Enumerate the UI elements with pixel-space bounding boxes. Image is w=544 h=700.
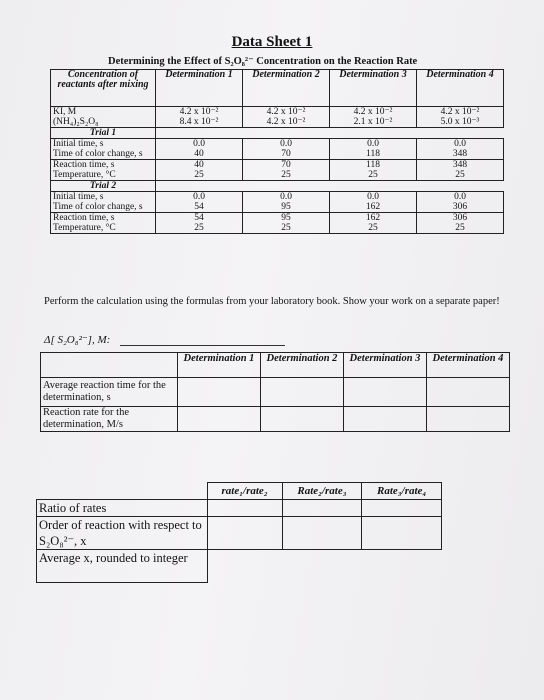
row-label: Reaction rate for the determination, M/s — [41, 407, 178, 432]
cell: 0.0 348 — [417, 139, 504, 160]
answer-cell[interactable] — [427, 407, 510, 432]
cell: 0.0 40 — [156, 139, 243, 160]
table-row — [37, 550, 442, 583]
page-title: Data Sheet 1 — [231, 34, 313, 50]
table-header-row — [41, 353, 510, 378]
row-label: Reaction time, s Temperature, °C — [51, 213, 156, 234]
column-header: Determination 3 — [344, 353, 427, 378]
table-row — [51, 160, 504, 181]
table-row — [51, 213, 504, 234]
column-header: Determination 2 — [243, 70, 330, 107]
cell: 70 25 — [243, 160, 330, 181]
cell: 0.0 118 — [330, 139, 417, 160]
cell: 0.0 70 — [243, 139, 330, 160]
delta-answer-blank[interactable] — [120, 345, 285, 346]
row-label: Average reaction time for the determination, s — [41, 378, 178, 407]
answer-cell[interactable] — [427, 378, 510, 407]
answer-cell[interactable] — [282, 517, 362, 550]
row-label: Reaction time, s Temperature, °C — [51, 160, 156, 181]
cell: 118 25 — [330, 160, 417, 181]
answer-cell[interactable] — [261, 378, 344, 407]
answer-cell[interactable] — [362, 500, 442, 517]
cell: 4.2 x 10⁻² 5.0 x 10⁻³ — [417, 107, 504, 128]
column-header: Determination 3 — [330, 70, 417, 107]
answer-cell[interactable] — [282, 500, 362, 517]
cell: 306 25 — [417, 213, 504, 234]
table-row — [37, 500, 442, 517]
corner-header: Concentration of reactants after mixing — [51, 70, 156, 107]
row-label: Initial time, s Time of color change, s — [51, 192, 156, 213]
cell: 4.2 x 10⁻² 4.2 x 10⁻² — [243, 107, 330, 128]
answer-cell[interactable] — [261, 407, 344, 432]
trial-header-row — [51, 128, 504, 139]
trial-header-row — [51, 181, 504, 192]
answer-cell[interactable] — [178, 407, 261, 432]
column-header: Rate₂/rate₃ — [282, 483, 362, 500]
table-row — [51, 107, 504, 128]
table-header-row — [37, 483, 442, 500]
trial-label: Trial 1 — [51, 128, 156, 139]
cell: 348 25 — [417, 160, 504, 181]
column-header: Determination 1 — [156, 70, 243, 107]
answer-cell[interactable] — [207, 517, 282, 550]
page-subtitle: Determining the Effect of S₂O₈²⁻ Concentration on the Reaction Rate — [108, 56, 418, 67]
table-row — [51, 139, 504, 160]
cell: 40 25 — [156, 160, 243, 181]
row-label: Ratio of rates — [37, 500, 208, 517]
cell: 54 25 — [156, 213, 243, 234]
trial-label: Trial 2 — [51, 181, 156, 192]
rate-table — [40, 352, 510, 432]
cell: 95 25 — [243, 213, 330, 234]
table-row — [41, 378, 510, 407]
cell: 162 25 — [330, 213, 417, 234]
data-table — [50, 69, 504, 234]
empty-corner — [41, 353, 178, 378]
answer-cell[interactable] — [178, 378, 261, 407]
row-label: Initial time, s Time of color change, s — [51, 139, 156, 160]
instruction-text: Perform the calculation using the formulas from your laboratory book. Show your work on a separate paper! — [44, 296, 500, 307]
answer-cell[interactable] — [344, 407, 427, 432]
column-header: Determination 4 — [417, 70, 504, 107]
row-label: Average x, rounded to integer — [37, 550, 208, 583]
row-label: Order of reaction with respect to S₂O₈²⁻, x — [37, 517, 208, 550]
cell: 4.2 x 10⁻² 2.1 x 10⁻² — [330, 107, 417, 128]
cell: 0.0 54 — [156, 192, 243, 213]
answer-cell[interactable] — [362, 517, 442, 550]
column-header: Rate₃/rate₄ — [362, 483, 442, 500]
answer-cell[interactable] — [344, 378, 427, 407]
cell: 0.0 306 — [417, 192, 504, 213]
table-header-row — [51, 70, 504, 107]
table-row — [37, 517, 442, 550]
answer-cell[interactable] — [207, 500, 282, 517]
cell: 0.0 162 — [330, 192, 417, 213]
cell: 0.0 95 — [243, 192, 330, 213]
cell: 4.2 x 10⁻² 8.4 x 10⁻² — [156, 107, 243, 128]
column-header: rate₁/rate₂ — [207, 483, 282, 500]
column-header: Determination 1 — [178, 353, 261, 378]
table-row — [41, 407, 510, 432]
delta-concentration-label: Δ[ S₂O₈²⁻], M: — [44, 334, 111, 346]
ratio-table — [36, 482, 442, 583]
table-row — [51, 192, 504, 213]
column-header: Determination 4 — [427, 353, 510, 378]
row-label: KI, M (NH₄)₂S₂O₈ — [51, 107, 156, 128]
column-header: Determination 2 — [261, 353, 344, 378]
